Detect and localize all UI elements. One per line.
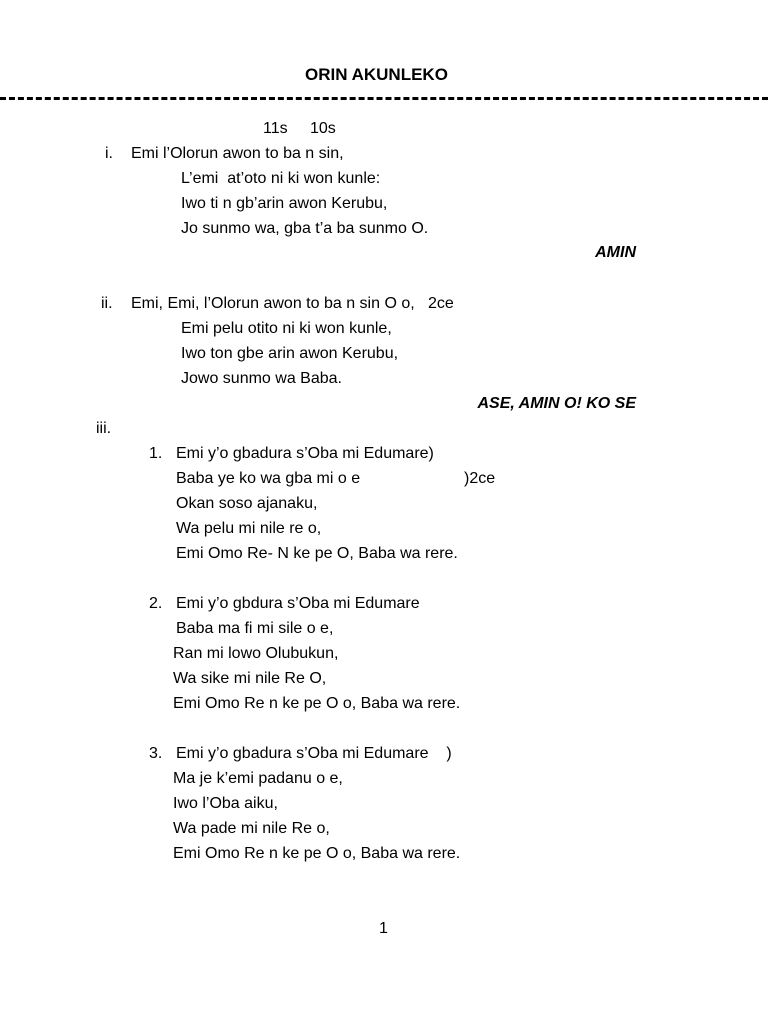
verse-1-number: i. xyxy=(105,145,113,162)
stanza-3-line: Iwo l’Oba aiku, xyxy=(173,795,278,812)
verse-2-response: ASE, AMIN O! KO SE xyxy=(477,395,636,412)
stanza-1-line: Baba ye ko wa gba mi o e xyxy=(176,470,361,487)
stanza-1-line: Emi y’o gbadura s’Oba mi Edumare) xyxy=(176,445,434,462)
stanza-3-number: 3. xyxy=(149,745,163,762)
verse-2-line: Emi, Emi, l’Olorun awon to ba n sin O o, 2ce xyxy=(131,295,454,312)
meter-syllables-b: 10s xyxy=(310,120,336,137)
verse-2-line: Emi pelu otito ni ki won kunle, xyxy=(181,320,392,337)
stanza-1-number: 1. xyxy=(149,445,163,462)
stanza-3-line: Ma je k’emi padanu o e, xyxy=(173,770,343,787)
stanza-2-line: Emi Omo Re n ke pe O o, Baba wa rere. xyxy=(173,695,461,712)
stanza-3-line: Emi Omo Re n ke pe O o, Baba wa rere. xyxy=(173,845,461,862)
verse-2-line: Jowo sunmo wa Baba. xyxy=(181,370,342,387)
stanza-2-line: Wa sike mi nile Re O, xyxy=(173,670,327,687)
page-number: 1 xyxy=(379,920,388,937)
verse-1-line: Jo sunmo wa, gba t’a ba sunmo O. xyxy=(181,220,429,237)
verse-1-response: AMIN xyxy=(595,244,636,261)
verse-2-number: ii. xyxy=(101,295,113,312)
verse-1-line: Iwo ti n gb’arin awon Kerubu, xyxy=(181,195,388,212)
stanza-1-repeat-mark: )2ce xyxy=(464,470,496,487)
dashed-divider xyxy=(0,97,768,100)
stanza-2-line: Baba ma fi mi sile o e, xyxy=(176,620,334,637)
stanza-1-line: Wa pelu mi nile re o, xyxy=(176,520,322,537)
verse-3-number: iii. xyxy=(96,420,112,437)
verse-2-line: Iwo ton gbe arin awon Kerubu, xyxy=(181,345,399,362)
stanza-1-line: Emi Omo Re- N ke pe O, Baba wa rere. xyxy=(176,545,458,562)
stanza-3-line: Emi y’o gbadura s’Oba mi Edumare ) xyxy=(176,745,452,762)
verse-1-line: L’emi at’oto ni ki won kunle: xyxy=(181,170,381,187)
stanza-2-number: 2. xyxy=(149,595,163,612)
stanza-3-line: Wa pade mi nile Re o, xyxy=(173,820,330,837)
stanza-1-line: Okan soso ajanaku, xyxy=(176,495,318,512)
verse-1-line: Emi l’Olorun awon to ba n sin, xyxy=(131,145,344,162)
stanza-2-line: Ran mi lowo Olubukun, xyxy=(173,645,339,662)
page-title: ORIN AKUNLEKO xyxy=(305,65,448,84)
meter-syllables-a: 11s xyxy=(263,120,288,137)
stanza-2-line: Emi y’o gbdura s’Oba mi Edumare xyxy=(176,595,420,612)
